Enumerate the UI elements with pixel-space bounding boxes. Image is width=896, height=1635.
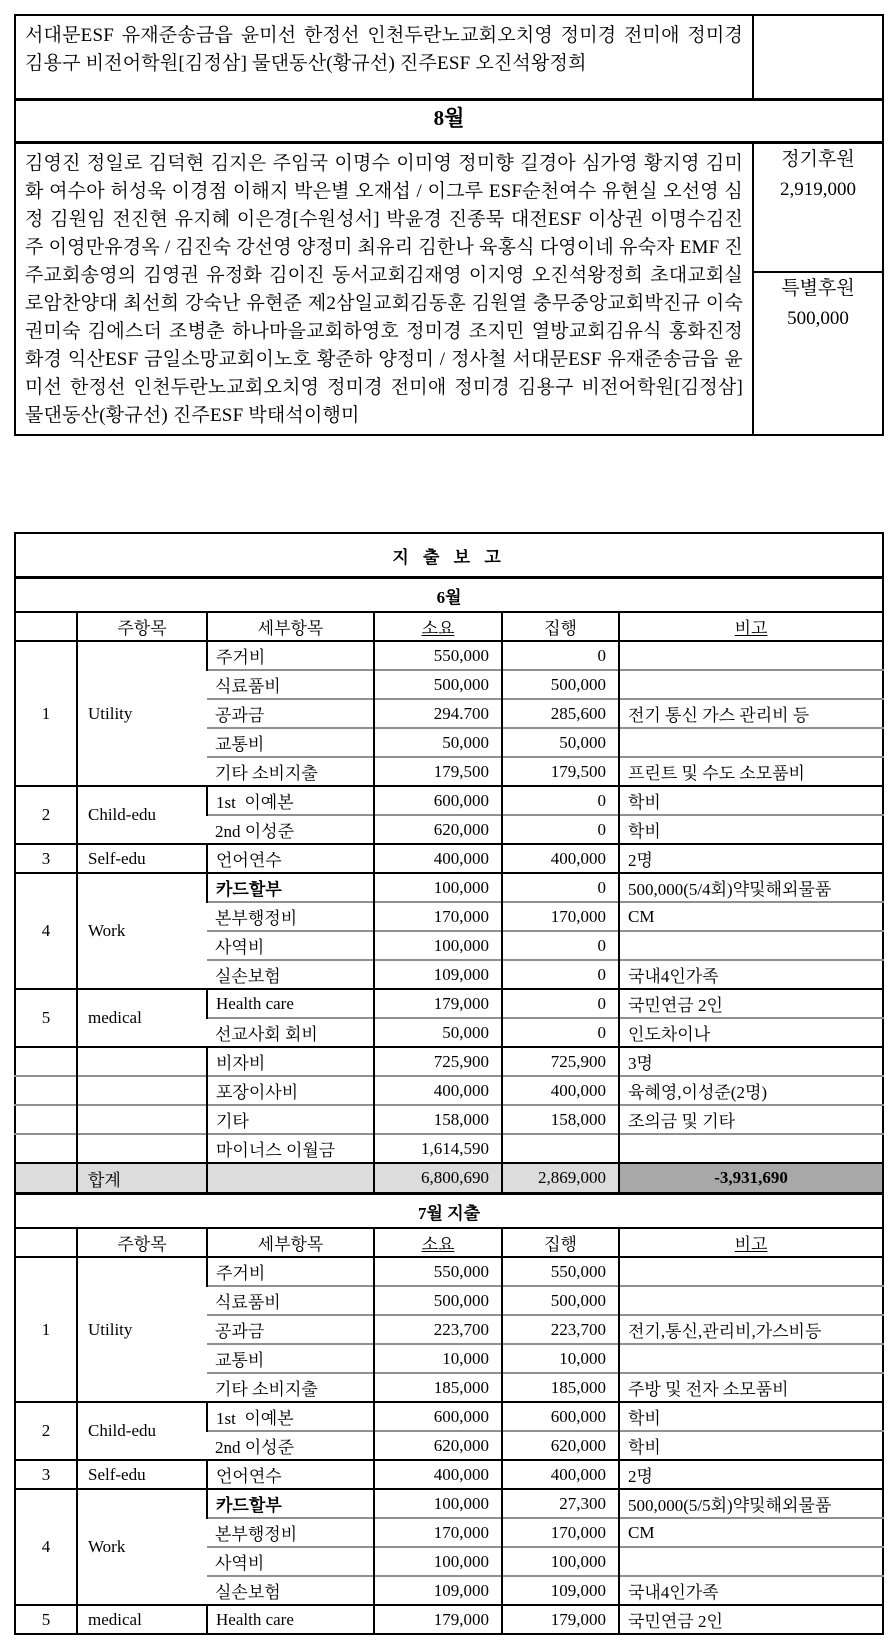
detail-cell: 기타 소비지출	[207, 1373, 374, 1402]
july-month-section	[15, 1194, 883, 1258]
need-amount-cell: 1,614,590	[374, 1134, 502, 1163]
detail-cell: 언어연수	[207, 1460, 374, 1489]
report-title: 지 출 보 고	[15, 533, 883, 578]
need-amount-cell: 109,000	[374, 1576, 502, 1605]
spent-amount-cell: 10,000	[502, 1344, 619, 1373]
note-cell	[619, 1547, 883, 1576]
category-cell: medical	[77, 989, 207, 1047]
col-header-blank	[15, 612, 77, 641]
spent-amount-cell: 600,000	[502, 1402, 619, 1431]
note-cell: 국민연금 2인	[619, 1605, 883, 1634]
detail-cell: 주거비	[207, 1257, 374, 1286]
need-amount-cell: 400,000	[374, 844, 502, 873]
detail-cell: 실손보험	[207, 1576, 374, 1605]
spent-amount-cell: 0	[502, 873, 619, 902]
note-cell	[619, 728, 883, 757]
col-header-detail: 세부항목	[207, 1228, 374, 1257]
row-num-cell: 2	[15, 1402, 77, 1460]
row-num-cell: 1	[15, 641, 77, 786]
expense-row	[15, 1402, 883, 1431]
need-amount-cell: 100,000	[374, 931, 502, 960]
col-header-detail: 세부항목	[207, 612, 374, 641]
col-header-note: 비고	[619, 1228, 883, 1257]
note-cell: 전기,통신,관리비,가스비등	[619, 1315, 883, 1344]
total-balance-cell: -3,931,690	[619, 1163, 883, 1194]
category-cell	[77, 1105, 207, 1134]
total-detail-cell	[207, 1163, 374, 1194]
total-label-cell: 합계	[77, 1163, 207, 1194]
row-num-cell: 4	[15, 1489, 77, 1605]
detail-cell: 포장이사비	[207, 1076, 374, 1105]
category-cell	[77, 1047, 207, 1076]
note-cell: 프린트 및 수도 소모품비	[619, 757, 883, 786]
spent-amount-cell: 170,000	[502, 902, 619, 931]
need-amount-cell: 100,000	[374, 1489, 502, 1518]
spent-amount-cell: 400,000	[502, 1460, 619, 1489]
spent-amount-cell: 158,000	[502, 1105, 619, 1134]
detail-cell: 교통비	[207, 728, 374, 757]
spent-amount-cell: 179,500	[502, 757, 619, 786]
spent-amount-cell: 0	[502, 641, 619, 670]
report-title-section	[15, 533, 883, 578]
empty-amount-cell	[753, 15, 883, 100]
detail-cell: 주거비	[207, 641, 374, 670]
donor-row-prev-month	[15, 15, 883, 100]
spent-amount-cell: 27,300	[502, 1489, 619, 1518]
detail-cell: 선교사회 회비	[207, 1018, 374, 1047]
col-header-note: 비고	[619, 612, 883, 641]
note-cell: 3명	[619, 1047, 883, 1076]
spent-amount-cell: 620,000	[502, 1431, 619, 1460]
note-cell	[619, 1344, 883, 1373]
need-amount-cell: 500,000	[374, 1286, 502, 1315]
report-title-row	[15, 533, 883, 578]
spent-amount-cell: 500,000	[502, 670, 619, 699]
note-cell	[619, 931, 883, 960]
need-amount-cell: 620,000	[374, 1431, 502, 1460]
regular-support-amount: 2,919,000	[780, 179, 856, 200]
note-cell	[619, 670, 883, 699]
note-cell: 주방 및 전자 소모품비	[619, 1373, 883, 1402]
month-header: 8월	[15, 100, 883, 143]
note-cell: 학비	[619, 786, 883, 815]
note-cell: 2명	[619, 1460, 883, 1489]
need-amount-cell: 179,000	[374, 1605, 502, 1634]
need-amount-cell: 400,000	[374, 1460, 502, 1489]
need-amount-cell: 500,000	[374, 670, 502, 699]
spent-amount-cell: 0	[502, 989, 619, 1018]
spent-amount-cell: 109,000	[502, 1576, 619, 1605]
detail-cell: 2nd 이성준	[207, 815, 374, 844]
special-support-label: 특별후원	[781, 278, 855, 300]
spent-amount-cell: 50,000	[502, 728, 619, 757]
detail-cell: 사역비	[207, 1547, 374, 1576]
note-cell	[619, 641, 883, 670]
detail-cell: Health care	[207, 1605, 374, 1634]
need-amount-cell: 170,000	[374, 902, 502, 931]
row-num-cell	[15, 1105, 77, 1134]
note-cell: 전기 통신 가스 관리비 등	[619, 699, 883, 728]
row-num-cell: 3	[15, 1460, 77, 1489]
july-rows	[15, 1257, 883, 1634]
row-num-cell	[15, 1076, 77, 1105]
spent-amount-cell: 400,000	[502, 1076, 619, 1105]
detail-cell: 교통비	[207, 1344, 374, 1373]
month-header-row	[15, 100, 883, 143]
need-amount-cell: 50,000	[374, 1018, 502, 1047]
row-num-cell: 2	[15, 786, 77, 844]
expense-row	[15, 844, 883, 873]
detail-cell: 카드할부	[207, 873, 374, 902]
col-header-spent: 집행	[502, 612, 619, 641]
july-header-row	[15, 1228, 883, 1257]
need-amount-cell: 100,000	[374, 1547, 502, 1576]
regular-support-label: 정기후원	[781, 149, 855, 170]
expense-row	[15, 1489, 883, 1518]
june-rows	[15, 641, 883, 1194]
note-cell: 학비	[619, 815, 883, 844]
total-num-cell	[15, 1163, 77, 1194]
note-cell: 국민연금 2인	[619, 989, 883, 1018]
spent-amount-cell: 0	[502, 931, 619, 960]
need-amount-cell: 550,000	[374, 641, 502, 670]
need-amount-cell: 109,000	[374, 960, 502, 989]
donor-row-august	[15, 143, 883, 273]
need-amount-cell: 100,000	[374, 873, 502, 902]
category-cell: Work	[77, 1489, 207, 1605]
detail-cell: 기타 소비지출	[207, 757, 374, 786]
category-cell: Utility	[77, 1257, 207, 1402]
need-amount-cell: 600,000	[374, 1402, 502, 1431]
detail-cell: 2nd 이성준	[207, 1431, 374, 1460]
note-cell: 인도차이나	[619, 1018, 883, 1047]
total-spent-cell: 2,869,000	[502, 1163, 619, 1194]
note-cell: 국내4인가족	[619, 1576, 883, 1605]
note-cell: 국내4인가족	[619, 960, 883, 989]
detail-cell: 1st 이예본	[207, 1402, 374, 1431]
spent-amount-cell: 400,000	[502, 844, 619, 873]
expense-row	[15, 1076, 883, 1105]
spent-amount-cell: 0	[502, 960, 619, 989]
spent-amount-cell: 500,000	[502, 1286, 619, 1315]
june-header-row	[15, 612, 883, 641]
detail-cell: 기타	[207, 1105, 374, 1134]
detail-cell: 식료품비	[207, 670, 374, 699]
row-num-cell: 1	[15, 1257, 77, 1402]
note-cell: 조의금 및 기타	[619, 1105, 883, 1134]
need-amount-cell: 179,000	[374, 989, 502, 1018]
spent-amount-cell: 223,700	[502, 1315, 619, 1344]
detail-cell: 공과금	[207, 1315, 374, 1344]
row-num-cell	[15, 1047, 77, 1076]
need-amount-cell: 50,000	[374, 728, 502, 757]
regular-support-cell	[753, 143, 883, 273]
expense-row	[15, 1460, 883, 1489]
spent-amount-cell: 100,000	[502, 1547, 619, 1576]
need-amount-cell: 179,500	[374, 757, 502, 786]
spent-amount-cell: 170,000	[502, 1518, 619, 1547]
july-month-row	[15, 1194, 883, 1229]
note-cell	[619, 1257, 883, 1286]
col-header-category: 주항목	[77, 612, 207, 641]
detail-cell: 비자비	[207, 1047, 374, 1076]
spent-amount-cell: 285,600	[502, 699, 619, 728]
expense-row	[15, 786, 883, 815]
detail-cell: 카드할부	[207, 1489, 374, 1518]
total-row	[15, 1163, 883, 1194]
category-cell: Self-edu	[77, 844, 207, 873]
col-header-spent: 집행	[502, 1228, 619, 1257]
spent-amount-cell: 550,000	[502, 1257, 619, 1286]
col-header-blank	[15, 1228, 77, 1257]
expense-row	[15, 989, 883, 1018]
expense-row	[15, 1134, 883, 1163]
expense-row	[15, 873, 883, 902]
spent-amount-cell: 725,900	[502, 1047, 619, 1076]
expense-row	[15, 641, 883, 670]
expense-report-table	[14, 532, 884, 1635]
june-month-section	[15, 578, 883, 642]
detail-cell: 공과금	[207, 699, 374, 728]
category-cell	[77, 1134, 207, 1163]
detail-cell: Health care	[207, 989, 374, 1018]
detail-cell: 식료품비	[207, 1286, 374, 1315]
row-num-cell: 3	[15, 844, 77, 873]
expense-row	[15, 1257, 883, 1286]
expense-row	[15, 1047, 883, 1076]
detail-cell: 마이너스 이월금	[207, 1134, 374, 1163]
july-month-label: 7월 지출	[15, 1194, 883, 1229]
need-amount-cell: 620,000	[374, 815, 502, 844]
spent-amount-cell: 185,000	[502, 1373, 619, 1402]
spent-amount-cell: 0	[502, 786, 619, 815]
category-cell: Utility	[77, 641, 207, 786]
col-header-category: 주항목	[77, 1228, 207, 1257]
need-amount-cell: 10,000	[374, 1344, 502, 1373]
need-amount-cell: 185,000	[374, 1373, 502, 1402]
category-cell	[77, 1076, 207, 1105]
detail-cell: 본부행정비	[207, 902, 374, 931]
note-cell: 2명	[619, 844, 883, 873]
note-cell: CM	[619, 902, 883, 931]
note-cell	[619, 1134, 883, 1163]
expense-row	[15, 1105, 883, 1134]
note-cell: 500,000(5/4회)약및해외물품	[619, 873, 883, 902]
need-amount-cell: 725,900	[374, 1047, 502, 1076]
col-header-need: 소요	[374, 1228, 502, 1257]
note-cell: CM	[619, 1518, 883, 1547]
note-cell: 학비	[619, 1402, 883, 1431]
detail-cell: 사역비	[207, 931, 374, 960]
detail-cell: 언어연수	[207, 844, 374, 873]
row-num-cell	[15, 1134, 77, 1163]
spent-amount-cell: 0	[502, 815, 619, 844]
note-cell: 육혜영,이성준(2명)	[619, 1076, 883, 1105]
donation-table	[14, 14, 884, 436]
need-amount-cell: 294.700	[374, 699, 502, 728]
need-amount-cell: 600,000	[374, 786, 502, 815]
col-header-need: 소요	[374, 612, 502, 641]
row-num-cell: 5	[15, 989, 77, 1047]
total-need-cell: 6,800,690	[374, 1163, 502, 1194]
spent-amount-cell: 0	[502, 1018, 619, 1047]
note-cell	[619, 1286, 883, 1315]
donor-names-prev: 서대문ESF 유재준송금읍 윤미선 한정선 인천두란노교회오치영 정미경 전미애 정미경 김용구 비전어학원[김정삼] 물댄동산(황규선) 진주ESF 오진석왕정희	[15, 15, 753, 100]
row-num-cell: 4	[15, 873, 77, 989]
need-amount-cell: 550,000	[374, 1257, 502, 1286]
category-cell: medical	[77, 1605, 207, 1634]
need-amount-cell: 223,700	[374, 1315, 502, 1344]
category-cell: Child-edu	[77, 1402, 207, 1460]
special-support-cell	[753, 272, 883, 435]
detail-cell: 1st 이예본	[207, 786, 374, 815]
row-num-cell: 5	[15, 1605, 77, 1634]
donor-names-august: 김영진 정일로 김덕현 김지은 주임국 이명수 이미영 정미향 길경아 심가영 황지영 김미화 여수아 허성욱 이경점 이해지 박은별 오재섭 / 이그루 ESF순천여수 유현실 오선영 심정 김원임 전진현 유지혜 이은경[수원성서] 박윤경 진종묵 대전ESF 이상권 이명수김진주 이영만유경옥 / 김진숙 강선영 양정미 최유리 김한나 육홍식 다영이네 유숙자 EMF 진주교회송영의 김영권 유정화 김이진 동서교회김재영 이지영 오진석왕정희 초대교회실로암찬양대 최선희 강숙난 유현준 제2삼일교회김동훈 김원열 충무중앙교회박진규 이숙 권미숙 김에스더 조병춘 하나마을교회하영호 정미경 조지민 열방교회김유식 홍화진정화경 익산ESF 금일소망교회이노호 황준하 양정미 / 정사철 서대문ESF 유재준송금읍 윤미선 한정선 인천두란노교회오치영 정미경 전미애 정미경 김용구 비전어학원[김정삼] 물댄동산(황규선) 진주ESF 박태석이행미	[15, 143, 753, 436]
need-amount-cell: 170,000	[374, 1518, 502, 1547]
june-month-label: 6월	[15, 578, 883, 613]
note-cell: 500,000(5/5회)약및해외물품	[619, 1489, 883, 1518]
special-support-amount: 500,000	[787, 308, 849, 330]
detail-cell: 본부행정비	[207, 1518, 374, 1547]
category-cell: Child-edu	[77, 786, 207, 844]
category-cell: Work	[77, 873, 207, 989]
detail-cell: 실손보험	[207, 960, 374, 989]
note-cell: 학비	[619, 1431, 883, 1460]
expense-row	[15, 1605, 883, 1634]
spent-amount-cell: 179,000	[502, 1605, 619, 1634]
need-amount-cell: 158,000	[374, 1105, 502, 1134]
category-cell: Self-edu	[77, 1460, 207, 1489]
june-month-row	[15, 578, 883, 613]
need-amount-cell: 400,000	[374, 1076, 502, 1105]
spent-amount-cell	[502, 1134, 619, 1163]
